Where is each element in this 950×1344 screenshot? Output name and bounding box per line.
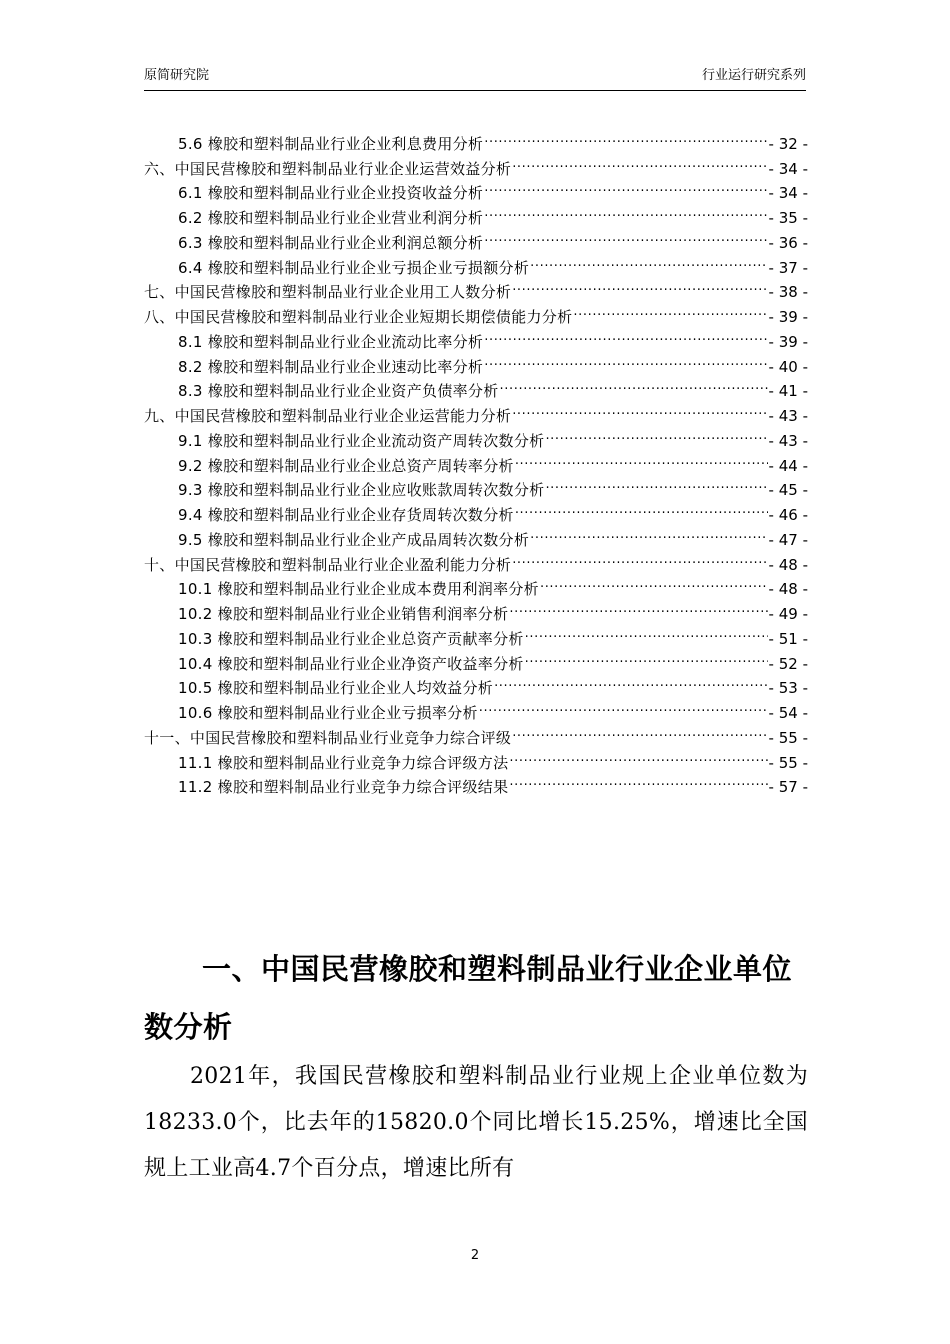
toc-entry-title: 6.4 橡胶和塑料制品业行业企业亏损企业亏损额分析 (178, 258, 530, 277)
toc-dot-leader (525, 644, 768, 669)
toc-dot-leader (545, 421, 767, 446)
toc-dot-leader (530, 520, 767, 545)
toc-entry-title: 八、中国民营橡胶和塑料制品业行业企业短期长期偿债能力分析 (144, 308, 573, 326)
toc-entry-title: 10.5 橡胶和塑料制品业行业企业人均效益分析 (178, 679, 494, 698)
toc-entry-page: - 46 - (768, 506, 808, 524)
toc-dot-leader (484, 322, 767, 347)
toc-dot-leader (484, 198, 767, 223)
toc-entry-page: - 51 - (768, 629, 808, 648)
table-of-contents (144, 124, 808, 797)
toc-entry-page: - 43 - (768, 431, 808, 450)
toc-dot-leader (484, 347, 767, 372)
header-org-name: 原简研究院 (144, 68, 210, 83)
toc-entry-title: 6.1 橡胶和塑料制品业行业企业投资收益分析 (178, 184, 484, 203)
toc-entry-page: - 39 - (768, 308, 808, 326)
toc-dot-leader (512, 718, 767, 743)
toc-dot-leader (494, 669, 767, 694)
toc-dot-leader (484, 174, 767, 199)
toc-entry-title: 9.2 橡胶和塑料制品业行业企业总资产周转率分析 (178, 456, 514, 475)
toc-entry-title: 9.4 橡胶和塑料制品业行业企业存货周转次数分析 (178, 506, 514, 524)
toc-entry-title: 十一、中国民营橡胶和塑料制品业行业竞争力综合评级 (144, 728, 512, 747)
header-series-name: 行业运行研究系列 (701, 68, 806, 83)
toc-entry-page: - 36 - (768, 233, 808, 252)
toc-entry-page: - 54 - (768, 704, 808, 722)
toc-entry-page: - 35 - (768, 209, 808, 227)
toc-entry-page: - 45 - (768, 481, 808, 500)
toc-entry-title: 6.2 橡胶和塑料制品业行业企业营业利润分析 (178, 209, 484, 227)
toc-entry-title: 8.1 橡胶和塑料制品业行业企业流动比率分析 (178, 332, 484, 351)
toc-entry-title: 9.3 橡胶和塑料制品业行业企业应收账款周转次数分析 (178, 481, 545, 500)
toc-entry-page: - 34 - (768, 159, 808, 178)
toc-entry-page: - 48 - (768, 555, 808, 574)
toc-entry-page: - 37 - (768, 258, 808, 277)
toc-entry-title: 10.6 橡胶和塑料制品业行业企业亏损率分析 (178, 704, 478, 722)
toc-entry-page: - 41 - (768, 382, 808, 401)
toc-entry-page: - 55 - (768, 728, 808, 747)
toc-entry-title: 六、中国民营橡胶和塑料制品业行业企业运营效益分析 (144, 159, 512, 178)
toc-entry-title: 10.1 橡胶和塑料制品业行业企业成本费用利润率分析 (178, 580, 539, 599)
toc-entry-page: - 47 - (768, 530, 808, 549)
toc-entry-page: - 57 - (768, 778, 808, 797)
toc-entry-page: - 55 - (768, 753, 808, 772)
toc-dot-leader (479, 693, 768, 718)
toc-entry-title: 8.2 橡胶和塑料制品业行业企业速动比率分析 (178, 357, 484, 376)
toc-entry-title: 十、中国民营橡胶和塑料制品业行业企业盈利能力分析 (144, 555, 512, 574)
toc-dot-leader (530, 248, 767, 273)
toc-entry-page: - 52 - (768, 654, 808, 673)
page-number: 2 (470, 1248, 480, 1263)
section-heading: 一、中国民营橡胶和塑料制品业行业企业单位数分析 (144, 952, 793, 1044)
toc-entry[interactable] (144, 124, 808, 153)
toc-entry-page: - 43 - (768, 407, 808, 425)
toc-entry-title: 10.3 橡胶和塑料制品业行业企业总资产贡献率分析 (178, 629, 524, 648)
toc-entry-title: 6.3 橡胶和塑料制品业行业企业利润总额分析 (178, 233, 484, 252)
toc-entry-page: - 48 - (768, 580, 808, 599)
toc-entry-title: 9.1 橡胶和塑料制品业行业企业流动资产周转次数分析 (178, 431, 545, 450)
toc-entry-title: 10.2 橡胶和塑料制品业行业企业销售利润率分析 (178, 605, 509, 623)
toc-entry-title: 8.3 橡胶和塑料制品业行业企业资产负债率分析 (178, 382, 499, 401)
toc-entry-page: - 44 - (768, 456, 808, 475)
toc-dot-leader (573, 297, 767, 322)
toc-dot-leader (525, 619, 768, 644)
toc-dot-leader (515, 495, 768, 520)
toc-entry-title: 九、中国民营橡胶和塑料制品业行业企业运营能力分析 (144, 407, 512, 425)
toc-entry-page: - 53 - (768, 679, 808, 698)
toc-dot-leader (509, 594, 767, 619)
toc-entry-page: - 38 - (768, 283, 808, 302)
toc-entry-title: 七、中国民营橡胶和塑料制品业行业企业用工人数分析 (144, 283, 512, 302)
toc-entry-page: - 32 - (768, 134, 808, 153)
toc-entry-page: - 39 - (768, 332, 808, 351)
toc-dot-leader (500, 372, 768, 397)
toc-entry-page: - 34 - (768, 184, 808, 203)
toc-dot-leader (484, 223, 767, 248)
toc-dot-leader (515, 446, 768, 471)
toc-entry-title: 11.1 橡胶和塑料制品业行业竞争力综合评级方法 (178, 753, 509, 772)
toc-dot-leader (512, 149, 767, 174)
toc-dot-leader (512, 396, 767, 421)
toc-dot-leader (545, 471, 767, 496)
toc-dot-leader (512, 545, 767, 570)
toc-entry-page: - 49 - (768, 605, 808, 623)
toc-entry-title: 5.6 橡胶和塑料制品业行业企业利息费用分析 (178, 134, 484, 153)
toc-entry-title: 11.2 橡胶和塑料制品业行业竞争力综合评级结果 (178, 778, 509, 797)
toc-dot-leader (509, 768, 767, 793)
toc-dot-leader (509, 743, 767, 768)
toc-entry-page: - 40 - (768, 357, 808, 376)
body-paragraph: 2021年，我国民营橡胶和塑料制品业行业规上企业单位数为18233.0个，比去年的15820.0个同比增长15.25%，增速比全国规上工业高4.7个百分点，增速比所有 (144, 1064, 808, 1181)
toc-entry-title: 9.5 橡胶和塑料制品业行业企业产成品周转次数分析 (178, 530, 530, 549)
toc-entry-title: 10.4 橡胶和塑料制品业行业企业净资产收益率分析 (178, 654, 524, 673)
toc-dot-leader (484, 124, 767, 149)
toc-dot-leader (540, 570, 768, 595)
page-header (144, 66, 806, 91)
toc-dot-leader (512, 273, 767, 298)
